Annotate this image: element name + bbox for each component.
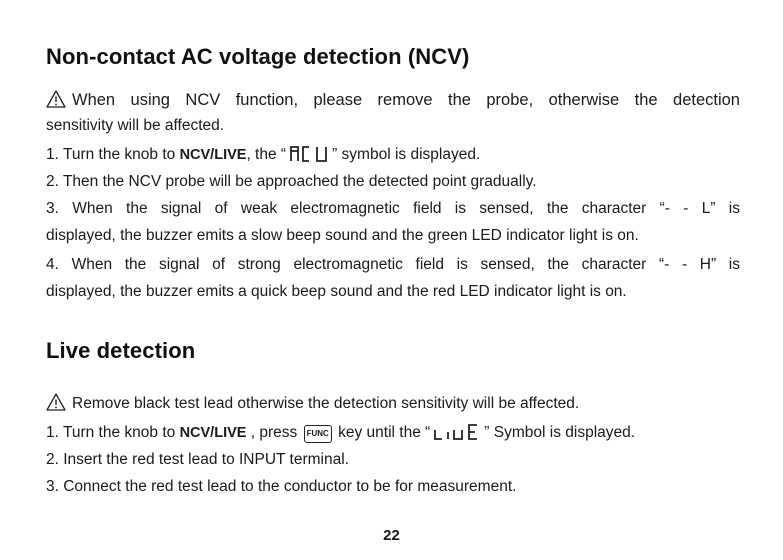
live-warning-text: Remove black test lead otherwise the detection sensitivity will be affected.	[72, 395, 580, 412]
live-step1-suffix: ” Symbol is displayed.	[484, 424, 636, 441]
ncv-step3-line2: displayed, the buzzer emits a slow beep sound and the green LED indicator light is on.	[46, 227, 639, 244]
ncv-step4-line1: 4. When the signal of strong electromagnetic field is sensed, the character “- - H” is	[46, 256, 740, 273]
ncv-step1	[46, 145, 740, 165]
ncv-step1-knob: NCV/LIVE	[179, 147, 247, 163]
live-step1	[46, 423, 740, 443]
ncv-step3-line1: 3. When the signal of weak electromagnetic field is sensed, the character “- - L” is	[46, 200, 740, 217]
ncv-step2: 2. Then the NCV probe will be approached the detected point gradually.	[46, 173, 537, 190]
ncv-warning-line1	[46, 90, 740, 110]
ncv-lcd-symbol-icon	[289, 145, 329, 163]
func-key-icon: FUNC	[304, 425, 332, 443]
live-lcd-symbol-icon	[433, 423, 481, 441]
live-step1-mid2: key until the “	[333, 424, 431, 441]
warning-triangle-icon	[46, 393, 66, 411]
ncv-step1-mid: , the “	[246, 146, 287, 163]
live-step1-mid: , press	[246, 424, 302, 441]
ncv-warning-text: When using NCV function, please remove the probe, otherwise the detection	[72, 91, 740, 109]
ncv-warning-line2: sensitivity will be affected.	[46, 117, 225, 134]
page-number: 22	[383, 527, 400, 544]
ncv-heading: Non-contact AC voltage detection (NCV)	[46, 44, 470, 69]
ncv-step4-line2: displayed, the buzzer emits a quick beep sound and the red LED indicator light is on.	[46, 283, 627, 300]
ncv-step1-prefix: 1. Turn the knob to	[46, 146, 180, 163]
live-step2: 2. Insert the red test lead to INPUT terminal.	[46, 451, 349, 468]
live-step1-prefix: 1. Turn the knob to	[46, 424, 180, 441]
live-heading: Live detection	[46, 338, 196, 363]
live-step3: 3. Connect the red test lead to the conductor to be for measurement.	[46, 478, 517, 495]
live-warning	[46, 393, 740, 414]
warning-triangle-icon	[46, 90, 66, 108]
live-step1-knob: NCV/LIVE	[179, 425, 247, 441]
ncv-step1-suffix: ” symbol is displayed.	[332, 146, 481, 163]
